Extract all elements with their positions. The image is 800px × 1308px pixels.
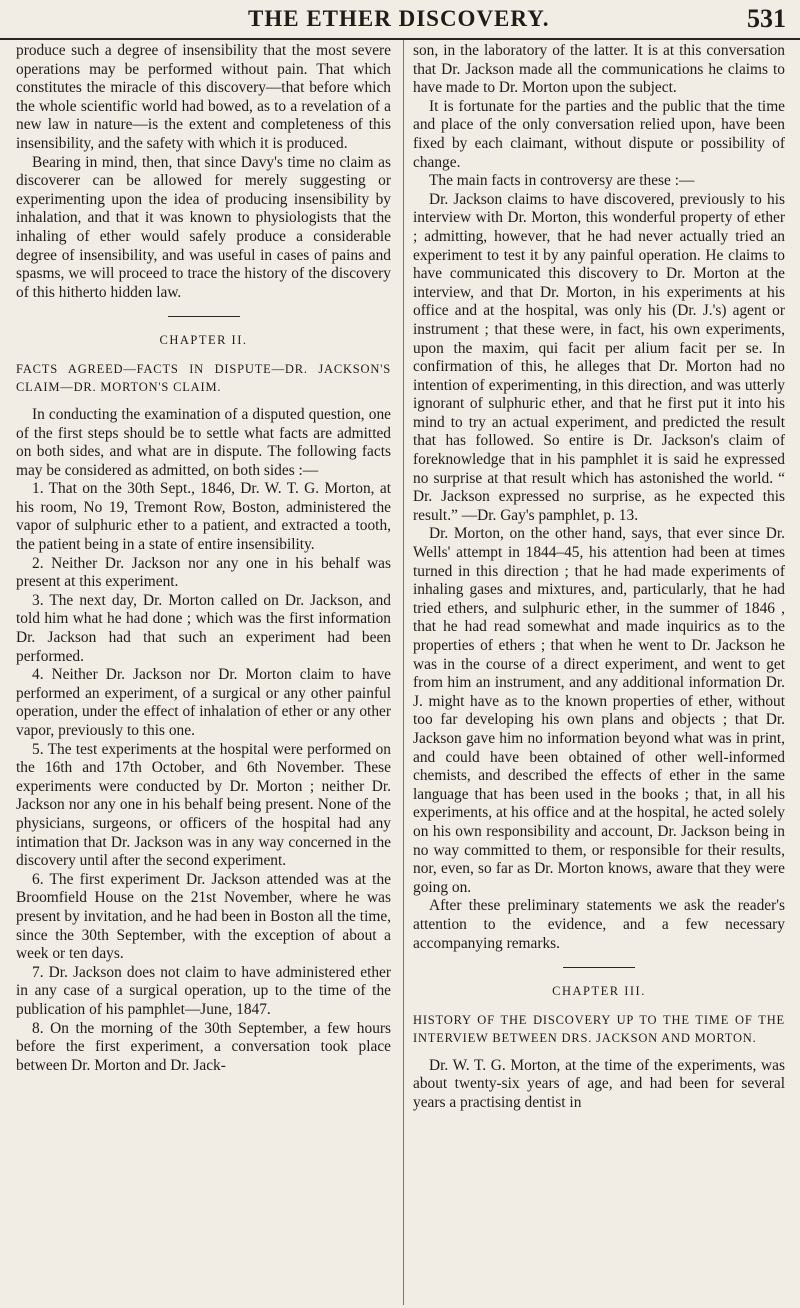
paragraph: Dr. W. T. G. Morton, at the time of the experiments, was about twenty-six years of age, and had been for several years a practising dentist in (413, 1056, 785, 1111)
list-item: 6. The first experiment Dr. Jackson attended was at the Broomfield House on the 21st November, where he was present by invitation, and he had been in Boston all the time, since the 30th September, with the exception of about a week or ten days. (16, 870, 391, 963)
list-item: 4. Neither Dr. Jackson nor Dr. Morton claim to have performed an experiment, of a surgical or any other painful operation, under the effect of inhalation of ether or any other vapor, previously to this one. (16, 666, 391, 739)
left-column (16, 42, 391, 1075)
list-item: 2. Neither Dr. Jackson nor any one in his behalf was present at this experiment. (16, 554, 391, 591)
list-item: 7. Dr. Jackson does not claim to have administered ether in any case of a surgical operation, up to the time of the publication of his pamphlet—June, 1847. (16, 963, 391, 1018)
paragraph: It is fortunate for the parties and the public that the time and place of the only conversation relied upon, have been fixed by each claimant, without dispute or possibility of change. (413, 97, 785, 171)
paragraph: In conducting the examination of a disputed question, one of the first steps should be to settle what facts are admitted on both sides, and what are in dispute. The following facts may be considered as admitted, on both sides :— (16, 405, 391, 479)
chapter-subtitle: HISTORY OF THE DISCOVERY UP TO THE TIME OF THE INTERVIEW BETWEEN DRS. JACKSON AND MORTON. (413, 1012, 785, 1045)
chapter-subtitle: FACTS AGREED—FACTS IN DISPUTE—DR. JACKSON'S CLAIM—DR. MORTON'S CLAIM. (16, 361, 391, 394)
list-item: 5. The test experiments at the hospital were performed on the 16th and 17th October, and 6th November. These experiments were conducted by Dr. Morton ; neither Dr. Jackson nor any one in his behalf being present. None of the physicians, surgeons, or officers of the hospital had any intimation that Dr. Jackson was in any way concerned in the discovery until after the second experiment. (16, 740, 391, 870)
paragraph: The main facts in controversy are these :— (429, 172, 695, 190)
section-rule (168, 316, 240, 317)
list-item: 3. The next day, Dr. Morton called on Dr. Jackson, and told him what he had done ; which was the first information Dr. Jackson had that such an experiment had been performed. (16, 591, 391, 665)
list-item: 1. That on the 30th Sept., 1846, Dr. W. T. G. Morton, at his room, No 19, Tremont Row, Boston, administered the vapor of sulphuric ether to a patient, and extracted a tooth, the patient being in a state of entire insensibility. (16, 480, 391, 554)
paragraph: Bearing in mind, then, that since Davy's time no claim as discoverer can be allowed for merely suggesting or experimenting upon the idea of producing insensibility by inhalation, and that it was known to physiologists that the inhaling of ether would safely produce a considerable degree of insensibility, and was useful in cases of pains and spasms, we will proceed to trace the history of the discovery of this hitherto hidden law. (16, 153, 391, 301)
running-head (0, 4, 800, 40)
running-title: THE ETHER DISCOVERY. (248, 6, 550, 31)
column-divider (403, 40, 404, 1305)
right-column (413, 42, 785, 1112)
page-number: 531 (747, 4, 786, 33)
paragraph: After these preliminary statements we ask the reader's attention to the evidence, and a few necessary accompanying remarks. (413, 897, 785, 952)
section-rule (563, 967, 635, 968)
list-item: 8. On the morning of the 30th September, a few hours before the first experiment, a conversation took place between Dr. Morton and Dr. Jack- (16, 1019, 391, 1074)
paragraph: produce such a degree of insensibility that the most severe operations may be performed without pain. That which constitutes the miracle of this discovery—that before which the whole scientific world had bowed, as to a revelation of a new law in nature—is the extent and completeness of this insensibility, and the safety with which it is produced. (16, 42, 391, 152)
paragraph: Dr. Jackson claims to have discovered, previously to his interview with Dr. Morton, this wonderful property of ether ; admitting, however, that he had never actually tried an experiment to test it by any painful operation. He claims to have communicated this discovery to Dr. Morton at the interview, and that Dr. Morton, in his experiments at his office and at the hospital, was only his (Dr. J.'s) agent or instrument ; that these were, in fact, his own experiments, upon the maxim, qui facit per alium facit per se. In confirmation of this, he alleges that Dr. Morton had no intention of experimenting, in this direction, and was utterly ignorant of sulphuric ether, and that he first put it into his mind to try an actual experiment, and predicted the result that has followed. So entire is Dr. Jackson's claim of foreknowledge that in his pamphlet it is said he expressed no surprise at that result which has astonished the world. “ Dr. Jackson expressed no surprise, as he expected this result.” —Dr. Gay's pamphlet, p. 13. (413, 190, 785, 524)
paragraph: son, in the laboratory of the latter. It is at this conversation that Dr. Jackson made all the communications he claims to have made to Dr. Morton upon the subject. (413, 42, 785, 97)
chapter-label: CHAPTER III. (552, 984, 646, 999)
paragraph: Dr. Morton, on the other hand, says, that ever since Dr. Wells' attempt in 1844–45, his attention had been at times turned in this direction ; that he had made experiments of inhaling gases and mixtures, and, particularly, that he had tried ethers, and sulphuric ether, in the summer of 1846 , that he had read somewhat and made inquirics as to the properties of ethers ; that when he went to Dr. Jackson he was in the course of a direct experiment, and went to get from him an instrument, and any additional information Dr. J. might have as to the known properties of ether, without too far developing his own plans and objects ; that Dr. Jackson gave him no information beyond what was in print, and could have been obtained of other well-informed chemists, and described the effects of ether in the same language that has been used in the books ; that, in all his experiments, at his office and at the hospital, he acted solely on his own responsibility and account, Dr. Jackson being in no way committed to them, or responsible for their results, nor, even, so far as Dr. Morton knows, aware that they were going on. (413, 525, 785, 896)
chapter-label: CHAPTER II. (159, 333, 248, 348)
